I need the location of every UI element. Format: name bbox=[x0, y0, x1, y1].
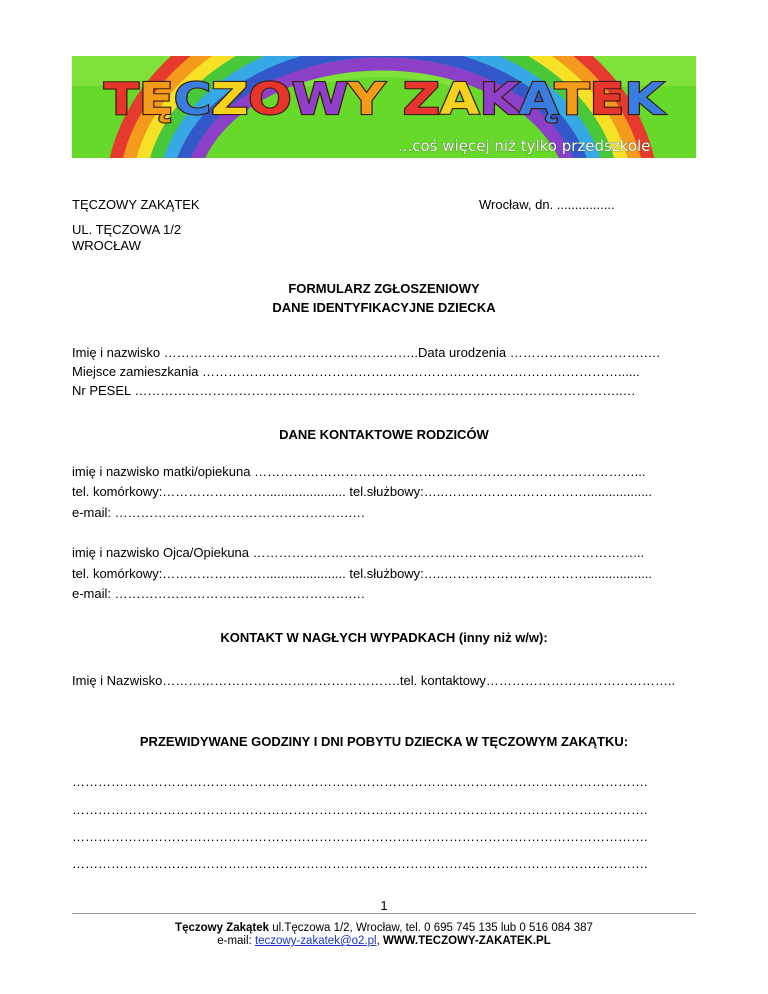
banner-title-letter: A bbox=[439, 74, 474, 125]
footer-website[interactable]: WWW.TECZOWY-ZAKATEK.PL bbox=[382, 935, 551, 947]
banner-title-letter: W bbox=[291, 74, 341, 125]
hours-line[interactable]: ……………………………………………………………………………………………………………………. bbox=[72, 856, 648, 871]
footer-separator: , bbox=[376, 935, 383, 947]
date-field[interactable]: Wrocław, dn. ................ bbox=[479, 197, 615, 212]
father-email-field[interactable]: e-mail: ……………………………………………….… bbox=[72, 586, 366, 601]
residence-field[interactable]: Miejsce zamieszkania ……………………………………………………………………………………...... bbox=[72, 364, 640, 379]
banner-title-letter: K bbox=[624, 74, 659, 125]
footer-address: ul.Tęczowa 1/2, Wrocław, tel. 0 695 745 135 lub 0 516 084 387 bbox=[269, 922, 593, 934]
page-number: 1 bbox=[380, 898, 388, 913]
footer-email-link[interactable]: teczowy-zakatek@o2.pl bbox=[254, 935, 377, 947]
banner-title-letter: K bbox=[479, 74, 514, 125]
child-name-field[interactable]: Imię i nazwisko …………………………………………………..Data urodzenia ………………………….…. bbox=[72, 345, 660, 360]
father-name-field[interactable]: imię i nazwisko Ojca/Opiekuna ……………………………………….……………………………………... bbox=[72, 545, 645, 560]
banner-title bbox=[104, 74, 666, 125]
banner-title-text bbox=[104, 74, 666, 125]
mother-name-field[interactable]: imię i nazwisko matki/opiekuna ……………………………………….……………………………………... bbox=[72, 464, 646, 479]
footer-contact-line bbox=[0, 935, 768, 948]
hours-line[interactable]: ……………………………………………………………………………………………………………………. bbox=[72, 829, 648, 844]
child-section-heading: DANE IDENTYFIKACYJNE DZIECKA bbox=[272, 300, 496, 315]
footer-brand: Tęczowy Zakątek bbox=[175, 922, 270, 934]
footer-divider bbox=[72, 913, 696, 914]
hours-line[interactable]: ……………………………………………………………………………………………………………………. bbox=[72, 802, 648, 817]
father-phone-field[interactable]: tel. komórkowy:……………………...................... tel.służbowy:…..…………………………….................. bbox=[72, 566, 653, 581]
banner-title-letter: C bbox=[173, 74, 207, 125]
banner-title-letter: O bbox=[248, 74, 286, 125]
hours-line[interactable]: ……………………………………………………………………………………………………………………. bbox=[72, 774, 648, 789]
banner-title-letter: Ą bbox=[519, 74, 550, 125]
hours-section-heading: PRZEWIDYWANE GODZINY I DNI POBYTU DZIECKA W TĘCZOWYM ZAKĄTKU: bbox=[139, 734, 629, 749]
banner-title-letter: Z bbox=[211, 74, 244, 125]
form-title: FORMULARZ ZGŁOSZENIOWY bbox=[288, 281, 480, 296]
parents-section-heading: DANE KONTAKTOWE RODZICÓW bbox=[279, 427, 489, 442]
banner-title-letter: E bbox=[589, 74, 620, 125]
kindergarten-street: UL. TĘCZOWA 1/2 bbox=[72, 222, 182, 237]
footer-address-line bbox=[0, 922, 768, 935]
pesel-field[interactable]: Nr PESEL …………………………………………………………………………………………………..… bbox=[72, 383, 636, 398]
mother-phone-field[interactable]: tel. komórkowy:……………………...................... tel.służbowy:…..…………………………….................. bbox=[72, 484, 653, 499]
banner-slogan: ...coś więcej niż tylko przedszkole bbox=[398, 137, 651, 155]
kindergarten-name: TĘCZOWY ZAKĄTEK bbox=[72, 197, 200, 212]
banner-title-letter: Y bbox=[348, 74, 380, 125]
kindergarten-banner bbox=[72, 56, 696, 158]
emergency-section-heading: KONTAKT W NAGŁYCH WYPADKACH (inny niż w/w): bbox=[220, 630, 548, 645]
kindergarten-city: WROCŁAW bbox=[72, 238, 141, 253]
rainbow-logo bbox=[72, 56, 696, 158]
mother-email-field[interactable]: e-mail: ……………………………………………….… bbox=[72, 505, 366, 520]
banner-title-letter: T bbox=[554, 74, 585, 125]
banner-title-letter bbox=[385, 74, 403, 125]
footer-email-label: e-mail: bbox=[217, 935, 255, 947]
banner-title-letter: Z bbox=[402, 74, 435, 125]
banner-title-letter: T bbox=[104, 74, 135, 125]
emergency-contact-field[interactable]: Imię i Nazwisko……………………………………………….tel. kontaktowy…………………………………….. bbox=[72, 673, 676, 688]
banner-title-letter: Ę bbox=[138, 74, 169, 125]
